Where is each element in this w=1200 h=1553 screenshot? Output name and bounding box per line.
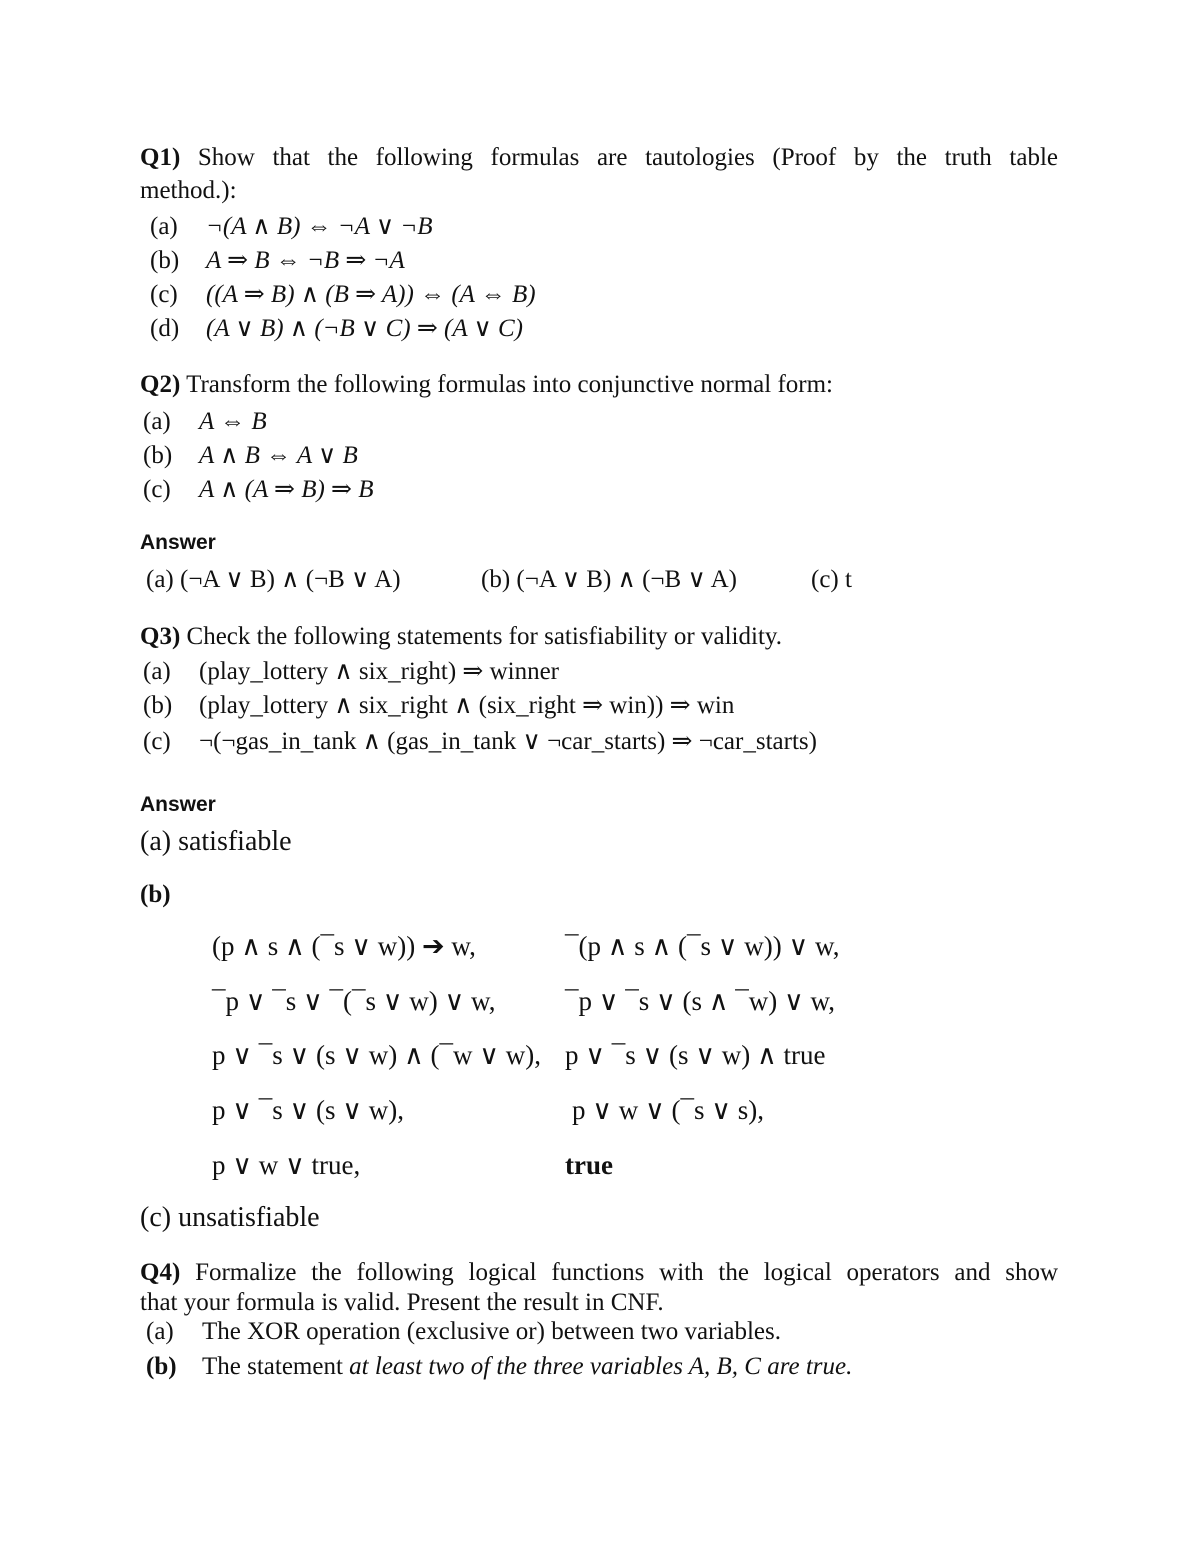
q1-item-a: (a) ¬(A ∧ B) ⇔ ¬A ∨ ¬B xyxy=(150,213,433,240)
q1-prompt-line2: method.): xyxy=(140,177,237,204)
q4-prompt-line1 xyxy=(140,1257,1058,1289)
q2-answer-heading: Answer xyxy=(140,531,216,554)
q1-item-b: (b) A ⇒ B ⇔ ¬B ⇒ ¬A xyxy=(150,247,405,274)
q4-prompt-line2: that your formula is valid. Present the result in CNF. xyxy=(140,1289,664,1316)
derivation-right-1: ¯(p ∧ s ∧ (¯s ∨ w)) ∨ w, xyxy=(565,931,840,961)
q2-item-a: (a) A ⇔ B xyxy=(143,408,267,435)
q1-item-c: (c) ((A ⇒ B) ∧ (B ⇒ A)) ⇔ (A ⇔ B) xyxy=(150,281,536,308)
q2-text: Transform the following formulas into conjunctive normal form: xyxy=(186,371,833,398)
derivation-left-1: (p ∧ s ∧ (¯s ∨ w)) ➔ w, xyxy=(212,931,476,961)
q1-label: Q1) xyxy=(140,144,181,171)
q2-answer-b: (b) (¬A ∨ B) ∧ (¬B ∨ A) xyxy=(481,566,737,593)
derivation-left-4: p ∨ ¯s ∨ (s ∨ w), xyxy=(212,1095,405,1125)
q2-answer-c: (c) t xyxy=(811,566,852,593)
q1-prompt-line1 xyxy=(140,142,1058,174)
q3-answer-b-label: (b) xyxy=(140,881,171,908)
derivation-right-2: ¯p ∨ ¯s ∨ (s ∧ ¯w) ∨ w, xyxy=(565,986,836,1016)
q2-label: Q2) xyxy=(140,371,181,398)
q3-answer-a: (a) satisfiable xyxy=(140,826,292,857)
q3-answer-c: (c) unsatisfiable xyxy=(140,1202,320,1233)
q3-item-a: (a) (play_lottery ∧ six_right) ⇒ winner xyxy=(143,658,560,685)
q3-prompt xyxy=(140,622,782,652)
q1-text: Show that the following formulas are tautologies (Proof by the truth table xyxy=(197,144,1058,171)
q3-text: Check the following statements for satisfiability or validity. xyxy=(186,623,783,650)
derivation-left-3: p ∨ ¯s ∨ (s ∨ w) ∧ (¯w ∨ w), xyxy=(212,1040,542,1070)
derivation-left-5: p ∨ w ∨ true, xyxy=(212,1150,361,1180)
q4-text: Formalize the following logical functions with the logical operators and show xyxy=(195,1259,1059,1286)
q4-item-a: (a) The XOR operation (exclusive or) between two variables. xyxy=(146,1318,781,1345)
q2-item-b: (b) A ∧ B ⇔ A ∨ B xyxy=(143,442,358,469)
derivation-right-3: p ∨ ¯s ∨ (s ∨ w) ∧ true xyxy=(565,1040,826,1070)
q2-answer-a: (a) (¬A ∨ B) ∧ (¬B ∨ A) xyxy=(146,566,401,593)
q2-item-c: (c) A ∧ (A ⇒ B) ⇒ B xyxy=(143,476,374,503)
derivation-right-4: p ∨ w ∨ (¯s ∨ s), xyxy=(572,1095,765,1125)
derivation-left-2: ¯p ∨ ¯s ∨ ¯(¯s ∨ w) ∨ w, xyxy=(212,986,496,1016)
q1-item-d: (d) (A ∨ B) ∧ (¬B ∨ C) ⇒ (A ∨ C) xyxy=(150,315,523,342)
q4-item-b: (b) The statement at least two of the three variables A, B, C are true. xyxy=(146,1353,853,1380)
q3-item-c: (c) ¬(¬gas_in_tank ∧ (gas_in_tank ∨ ¬car_starts) ⇒ ¬car_starts) xyxy=(143,728,817,755)
derivation-right-5: true xyxy=(565,1150,613,1180)
q3-answer-heading: Answer xyxy=(140,793,216,816)
q2-prompt xyxy=(140,370,833,400)
q3-label: Q3) xyxy=(140,623,181,650)
q4-label: Q4) xyxy=(140,1259,181,1286)
q3-item-b: (b) (play_lottery ∧ six_right ∧ (six_right ⇒ win)) ⇒ win xyxy=(143,692,735,719)
